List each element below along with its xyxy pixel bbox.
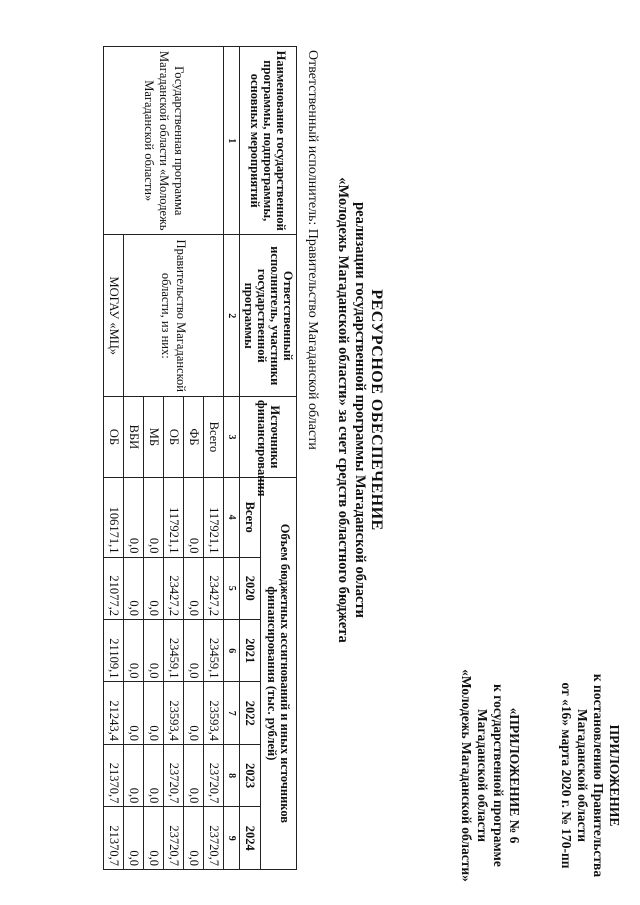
index-cell: 8 bbox=[224, 744, 240, 806]
responsible-executor: Ответственный исполнитель: Правительство Магаданской области bbox=[305, 50, 320, 450]
value-cell: 0,0 bbox=[124, 557, 144, 619]
value-cell: 0,0 bbox=[124, 682, 144, 744]
table-header-row bbox=[260, 47, 296, 870]
header-name: Наименование государственной программы, подпрограммы, основных мероприятий bbox=[240, 47, 297, 235]
header-total: Всего bbox=[240, 477, 261, 557]
index-cell: 4 bbox=[224, 477, 240, 557]
header-sources: Источники финансирования bbox=[240, 397, 297, 478]
index-cell: 2 bbox=[224, 235, 240, 397]
source-cell: ФБ bbox=[184, 397, 204, 478]
value-cell: 23427,2 bbox=[204, 557, 224, 619]
source-cell: Всего bbox=[204, 397, 224, 478]
value-cell: 117921,1 bbox=[204, 477, 224, 557]
document-title-block bbox=[334, 60, 385, 760]
appendix6-block bbox=[458, 668, 522, 883]
value-cell: 0,0 bbox=[144, 557, 164, 619]
value-cell: 0,0 bbox=[144, 477, 164, 557]
value-cell: 23720,7 bbox=[204, 744, 224, 806]
value-cell: 23459,1 bbox=[164, 620, 184, 682]
value-cell: 0,0 bbox=[184, 557, 204, 619]
header-year: 2024 bbox=[240, 807, 261, 870]
header-executor: Ответственный исполнитель, участники государственной программы bbox=[240, 235, 297, 397]
index-row bbox=[224, 47, 240, 870]
value-cell: 0,0 bbox=[144, 682, 164, 744]
value-cell: 21370,7 bbox=[104, 744, 124, 806]
document-subtitle: реализации государственной программы Магаданской области bbox=[352, 202, 368, 618]
index-cell: 6 bbox=[224, 620, 240, 682]
value-cell: 0,0 bbox=[144, 807, 164, 870]
value-cell: 117921,1 bbox=[164, 477, 184, 557]
value-cell: 21243,4 bbox=[104, 682, 124, 744]
value-cell: 0,0 bbox=[184, 744, 204, 806]
source-cell: МБ bbox=[144, 397, 164, 478]
executor-cell: Правительство Магаданской области, из них: bbox=[124, 235, 224, 397]
value-cell: 21077,2 bbox=[104, 557, 124, 619]
appendix-line: к постановлению Правительства bbox=[591, 673, 606, 878]
index-cell: 1 bbox=[224, 47, 240, 235]
value-cell: 0,0 bbox=[144, 744, 164, 806]
appendix6-title: «ПРИЛОЖЕНИЕ № 6 bbox=[507, 707, 522, 844]
resource-table bbox=[103, 46, 297, 870]
value-cell: 23459,1 bbox=[204, 620, 224, 682]
value-cell: 23593,4 bbox=[204, 682, 224, 744]
appendix6-line: Магаданской области bbox=[475, 708, 490, 843]
value-cell: 0,0 bbox=[124, 744, 144, 806]
index-cell: 7 bbox=[224, 682, 240, 744]
value-cell: 0,0 bbox=[184, 477, 204, 557]
header-year: 2022 bbox=[240, 682, 261, 744]
value-cell: 23720,7 bbox=[204, 807, 224, 870]
value-cell: 23720,7 bbox=[164, 744, 184, 806]
index-cell: 3 bbox=[224, 397, 240, 478]
value-cell: 106171,1 bbox=[104, 477, 124, 557]
header-year: 2021 bbox=[240, 620, 261, 682]
source-cell: ОБ bbox=[104, 397, 124, 478]
program-name-cell: Государственная программа Магаданской области «Молодежь Магаданской области» bbox=[104, 47, 224, 235]
value-cell: 0,0 bbox=[124, 807, 144, 870]
value-cell: 0,0 bbox=[184, 620, 204, 682]
value-cell: 21109,1 bbox=[104, 620, 124, 682]
executor-cell: МОГАУ «МЦ» bbox=[104, 235, 124, 397]
value-cell: 21370,7 bbox=[104, 807, 124, 870]
appendix6-line: «Молодежь Магаданской области» bbox=[459, 669, 474, 882]
header-volume: Объем бюджетных ассигнований и иных источников финансирования (тыс. рублей) bbox=[260, 477, 296, 869]
value-cell: 23593,4 bbox=[164, 682, 184, 744]
value-cell: 0,0 bbox=[144, 620, 164, 682]
appendix-line: от «16» марта 2020 г. № 170-пп bbox=[559, 682, 574, 869]
value-cell: 0,0 bbox=[124, 620, 144, 682]
header-year: 2023 bbox=[240, 744, 261, 806]
value-cell: 0,0 bbox=[124, 477, 144, 557]
value-cell: 23427,2 bbox=[164, 557, 184, 619]
value-cell: 0,0 bbox=[184, 682, 204, 744]
index-cell: 9 bbox=[224, 807, 240, 870]
source-cell: ВБИ bbox=[124, 397, 144, 478]
document-subtitle: «Молодежь Магаданской области» за счет средств областного бюджета bbox=[335, 177, 351, 643]
source-cell: ОБ bbox=[164, 397, 184, 478]
header-year: 2020 bbox=[240, 557, 261, 619]
table-row bbox=[204, 47, 224, 870]
appendix-block bbox=[558, 668, 622, 883]
value-cell: 23720,7 bbox=[164, 807, 184, 870]
appendix6-line: к государственной программе bbox=[491, 684, 506, 867]
index-cell: 5 bbox=[224, 557, 240, 619]
appendix-line: Магаданской области bbox=[575, 708, 590, 843]
appendix-title: ПРИЛОЖЕНИЕ bbox=[607, 724, 622, 827]
document-title: РЕСУРСНОЕ ОБЕСПЕЧЕНИЕ bbox=[368, 289, 385, 531]
value-cell: 0,0 bbox=[184, 807, 204, 870]
